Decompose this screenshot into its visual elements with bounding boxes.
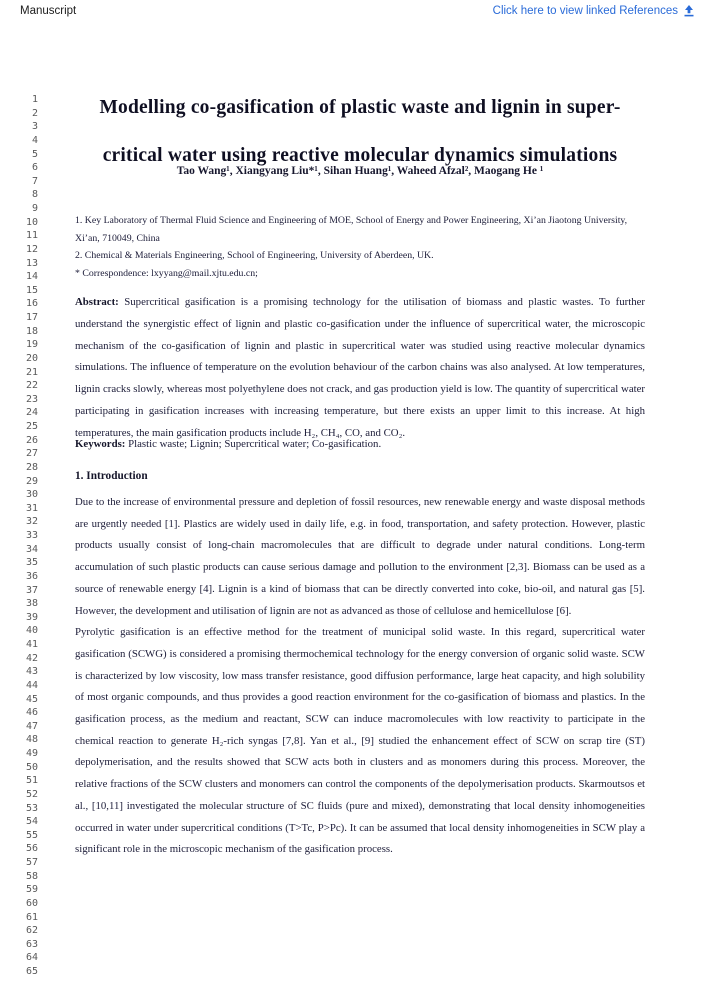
keywords-label: Keywords: [75,438,126,450]
line-number: 54 [25,816,38,828]
line-number: 43 [25,666,38,678]
line-number: 61 [25,911,38,923]
line-number: 58 [25,870,38,882]
keywords-line [75,438,645,450]
line-number: 41 [25,639,38,650]
line-number: 19 [25,339,38,351]
line-number: 2 [31,107,38,119]
manuscript-label: Manuscript [20,5,77,17]
line-number: 4 [31,134,38,146]
intro-paragraph-2: Pyrolytic gasification is an effective method for the treatment of municipal solid waste. In this regard, supercritical water gasification (SCWG) is considered a promising thermochemical technology for the energy conversion of organic solid waste. SCW is characterized by low viscosity, low mass transfer resistance, good diffusion performance, large heat capacity, and high solubility of most organic compounds, and thus provides a good reaction environment for the co-gasification of biomass and plastics. In the gasification process, as the medium and reactant, SCW can induce macromolecules with low reactivity to participate in the chemical reaction to generate H₂-rich syngas [7,8]. Yan et al., [9] studied the enhancement effect of SCW on scrap tire (ST) depolymerisation, and the results showed that SCW acts both in clusters and as monomers during this process. Moreover, the relative fractions of the SCW clusters and monomers can control the components of the depolymerisation products. Skarmoutsos et al., [10,11] investigated the molecular structure of SC fluids (pure and mixed), demonstrating that local density inhomogeneities occurred in water under supercritical conditions (T>Tc, P>Pc). It can be assumed that local density inhomogeneities in SCW play a significant role in the microscopic mechanism of the gasification process. [75,626,645,856]
affiliation-1: 1. Key Laboratory of Thermal Fluid Science and Engineering of MOE, School of Energy and Power Engineering, Xi’an Jiaotong University, Xi’an, 710049, China [75,215,628,244]
line-number-gutter [20,93,38,979]
page-title-line-2: critical water using reactive molecular dynamics simulations [102,144,618,166]
line-number: 22 [25,380,38,392]
line-number: 50 [25,761,38,773]
line-number: 9 [31,203,38,214]
correspondence-line: * Correspondence: lxyyang@mail.xjtu.edu.cn; [75,267,258,279]
line-number: 30 [25,489,38,501]
download-icon [684,5,694,17]
line-number: 46 [25,707,38,719]
line-number: 40 [25,625,38,637]
top-bar [0,3,707,17]
line-number: 63 [25,938,38,950]
line-number: 57 [25,857,38,868]
abstract-label: Abstract: [75,296,119,308]
line-number: 37 [25,584,38,596]
line-number: 44 [25,679,38,691]
page-title-line-1: Modelling co-gasification of plastic waste and lignin in super- [99,97,621,118]
linked-references-link-label: Click here to view linked References [492,5,678,17]
linked-references-link[interactable] [493,5,694,17]
line-number: 49 [25,748,38,759]
line-number: 1 [31,94,38,105]
line-number: 8 [31,189,38,201]
line-number: 23 [25,393,38,405]
line-number: 35 [25,557,38,569]
line-number: 12 [25,243,38,255]
line-number: 34 [25,543,38,555]
line-number: 24 [25,407,38,419]
line-number: 16 [25,298,38,310]
line-number: 26 [25,434,38,446]
line-number: 15 [25,284,38,296]
line-number: 33 [25,530,38,541]
line-number: 62 [25,925,38,937]
line-number: 17 [25,312,38,323]
introduction-body [75,492,645,861]
line-number: 25 [25,421,38,432]
line-number: 5 [31,148,38,160]
line-number: 52 [25,788,38,800]
line-number: 7 [31,175,38,187]
line-number: 38 [25,598,38,610]
affiliations-block [75,212,645,282]
line-number: 65 [25,966,38,977]
line-number: 56 [25,843,38,855]
line-number: 6 [31,162,38,174]
line-number: 31 [25,502,38,514]
line-number: 3 [31,121,38,133]
line-number: 64 [25,952,38,964]
line-number: 39 [25,611,38,623]
line-number: 32 [25,516,38,528]
line-number: 29 [25,475,38,487]
line-number: 18 [25,325,38,337]
line-number: 11 [25,230,38,242]
line-number: 10 [25,216,38,228]
line-number: 60 [25,897,38,909]
line-number: 47 [25,720,38,732]
affiliation-2: 2. Chemical & Materials Engineering, School of Engineering, University of Aberdeen, UK. [75,250,434,261]
line-number: 51 [25,775,38,787]
line-number: 27 [25,448,38,460]
line-number: 45 [25,693,38,705]
line-number: 28 [25,461,38,473]
line-number: 42 [25,652,38,664]
line-number: 59 [25,884,38,896]
line-number: 14 [25,271,38,283]
line-number: 48 [25,734,38,746]
line-number: 21 [25,366,38,378]
abstract-text: Supercritical gasification is a promising technology for the utilisation of biomass and plastic wastes. To further understand the synergistic effect of lignin and plastic co-gasification under the influence of supercritical water, the microscopic mechanism of the co-gasification of lignin and plastic in supercritical water was studied using reactive molecular dynamics simulations. The influence of temperature on the evolution behaviour of the carbon chains was also analysed. At low temperatures, lignin cracks slowly, whereas most polyethylene does not crack, and gas production yield is low. The quantity of supercritical water participating in gasification increases with increasing temperature, but there exists an upper limit to this increase. At high temperatures, the main gasification products include H₂, CH₄, CO, and CO₂. [75,296,645,439]
line-number: 20 [25,352,38,364]
keywords-text: Plastic waste; Lignin; Supercritical water; Co-gasification. [128,438,382,450]
line-number: 55 [25,829,38,841]
line-number: 36 [25,570,38,582]
abstract-paragraph [75,292,645,445]
authors-line: Tao Wang¹, Xiangyang Liu*¹, Sihan Huang¹, Waheed Afzal², Maogang He ¹ [176,165,544,177]
line-number: 53 [25,802,38,814]
intro-paragraph-1: Due to the increase of environmental pressure and depletion of fossil resources, new renewable energy and waste disposal methods are urgently needed [1]. Plastics are widely used in daily life, e.g. in food, transportation, and safety protection. However, plastic products usually consist of long-chain macromolecules that are difficult to degrade under natural conditions. Long-term accumulation of such plastic products can cause serious damage and pollution to the environment [2,3]. Biomass can be used as a source of renewable energy [4]. Lignin is a kind of biomass that can be directly converted into coke, bio-oil, and natural gas [5]. However, the development and utilisation of lignin are not as advanced as those of cellulose and hemicellulose [6]. [75,496,645,617]
line-number: 13 [25,257,38,269]
section-1-heading: 1. Introduction [75,470,148,482]
